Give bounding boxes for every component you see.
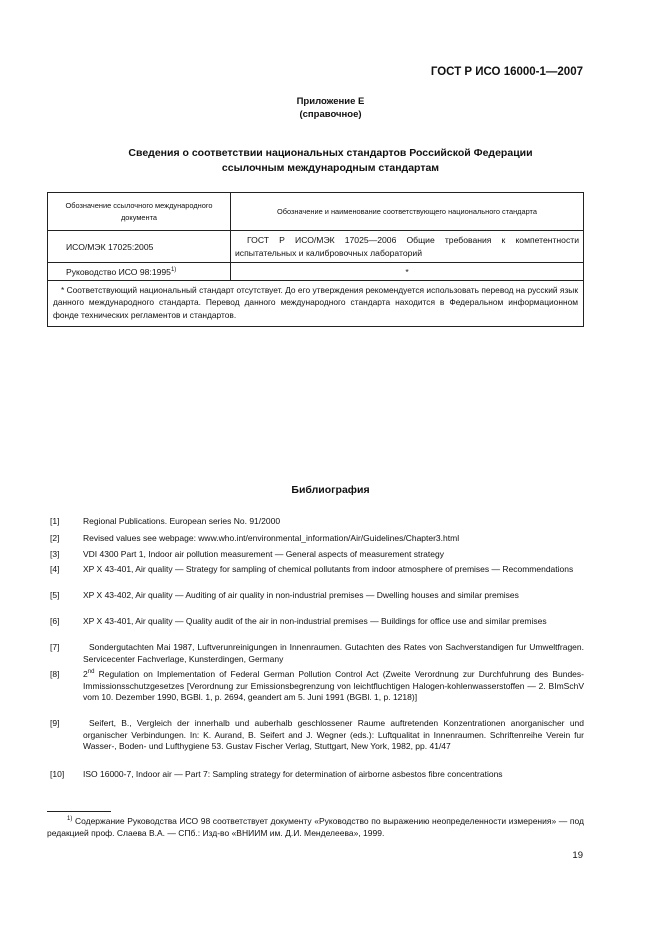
bib-text: XP X 43-402, Air quality — Auditing of air quality in non-industrial premises — Dwelling houses and similar premises: [83, 590, 519, 600]
bib-num: [6]: [50, 616, 60, 626]
bib-text: Revised values see webpage: www.who.int/environmental_information/Air/Guidelines/Chapter3.html: [83, 533, 460, 543]
standards-table: [47, 192, 584, 327]
bib-num: [5]: [50, 590, 60, 600]
bib-text: [83, 669, 584, 704]
annex-subtitle: (справочное): [299, 109, 362, 120]
ref-cell: [48, 231, 231, 263]
bib-item: [50, 642, 584, 665]
footnote: [47, 815, 584, 839]
bib-item: [50, 616, 584, 628]
ref-footnote-marker: 1): [170, 266, 177, 273]
bib-num: [4]: [50, 564, 60, 574]
ordinal-suffix: nd: [87, 669, 95, 676]
bib-num: [1]: [50, 516, 60, 526]
bib-text: XP X 43-401, Air quality — Strategy for sampling of chemical pollutants from indoor atmosphere of premises — Recommendations: [83, 564, 574, 574]
bib-item: [50, 564, 584, 576]
bib-item: [50, 549, 584, 561]
bib-num: [9]: [50, 718, 60, 728]
national-cell: ГОСТ Р ИСО/МЭК 17025—2006 Общие требования к компетентности испытательных и калибровочных лабораторий: [231, 231, 584, 263]
bib-text: Sondergutachten Mai 1987, Luftverunreinigungen in Innenraumen. Gutachten des Rates von Sachverstandigen fur Umweltfragen. Servicecenter Fachverlage, Kunsterdingen, Germany: [83, 642, 584, 664]
annex-heading-line1: Сведения о соответствии национальных стандартов Российской Федерации: [128, 147, 533, 159]
annex-heading-line2: ссылочным международным стандартам: [221, 162, 440, 174]
bib-text: XP X 43-401, Air quality — Quality audit of the air in non-industrial premises — Buildings for office use and similar premises: [83, 616, 547, 626]
table-row: [48, 263, 584, 281]
footnote-marker: 1): [67, 816, 73, 823]
national-cell: *: [231, 263, 584, 281]
bibliography-title: Библиография: [291, 484, 370, 496]
bib-item: [50, 769, 584, 781]
bib-text: ISO 16000-7, Indoor air — Part 7: Sampling strategy for determination of airborne asbestos fibre concentrations: [83, 769, 503, 779]
annex-title: Приложение Е: [296, 96, 365, 107]
bib-item: [50, 669, 584, 704]
col1-header: Обозначение ссылочного международного документа: [48, 193, 231, 231]
table-note-row: [48, 281, 584, 327]
bib-item: [50, 718, 584, 753]
col2-header: Обозначение и наименование соответствующего национального стандарта: [231, 193, 584, 231]
bib-num: [10]: [50, 769, 65, 779]
bib-text: VDI 4300 Part 1, Indoor air pollution measurement — General aspects of measurement strategy: [83, 549, 444, 559]
bib-text-body: Regulation on Implementation of Federal German Pollution Control Act (Zweite Verordnung zur Durchfuhrung des Bundes-Immissionsschutzgesetzes [Verordnung zur Emissionsbegrenzung von leichtfluchtigen Halogen-kohlenwasserstoffen — 2. BImSchV vom 10. Dezember 1990, BGBl. 1, p. 2694, geandert am 5. Juni 1991 (BGBl. 1, p. 1218)]: [83, 669, 584, 703]
bib-item: [50, 516, 584, 528]
bib-text: Regional Publications. European series No. 91/2000: [83, 516, 281, 526]
bib-num: [8]: [50, 669, 60, 679]
standard-code: ГОСТ Р ИСО 16000-1—2007: [430, 66, 583, 78]
table-header-row: [48, 193, 584, 231]
page-number: 19: [572, 850, 583, 861]
bib-item: [50, 590, 584, 602]
bib-num: [3]: [50, 549, 60, 559]
ref-cell: [48, 263, 231, 281]
bib-text: Seifert, B., Vergleich der innerhalb und auberhalb geschlossener Raume auftretenden Konzentrationen anorganischer und organischer Verbindungen. In: K. Aurand, B. Seifert and J. Wegner (eds.): Luftqualitat in Innenraumen. Schriftenreihe Verein fur Wasser-, Boden- und Lufthygiene 53. Gustav Fischer Verlag, Stuttgart, New York, 1982, pp. 41/47: [83, 718, 584, 752]
ref-text: ИСО/МЭК 17025:2005: [66, 241, 154, 252]
ordinal-number: 2: [83, 669, 88, 679]
footnote-text: Содержание Руководства ИСО 98 соответствует документу «Руководство по выражению неопределенности измерения» — под редакцией проф. Слаева В.А. — СПб.: Изд-во «ВНИИМ им. Д.И. Менделеева», 1999.: [47, 816, 584, 838]
bib-num: [7]: [50, 642, 60, 652]
table-note: * Соответствующий национальный стандарт отсутствует. До его утверждения рекомендуется использовать перевод на русский язык данного международного стандарта. Перевод данного международного стандарта находится в Федеральном информационном фонде технических регламентов и стандартов.: [48, 281, 584, 327]
bib-num: [2]: [50, 533, 60, 543]
footnote-separator: [47, 811, 111, 812]
table-row: [48, 231, 584, 263]
ref-text: Руководство ИСО 98:1995: [66, 266, 171, 277]
bib-item: [50, 533, 584, 545]
